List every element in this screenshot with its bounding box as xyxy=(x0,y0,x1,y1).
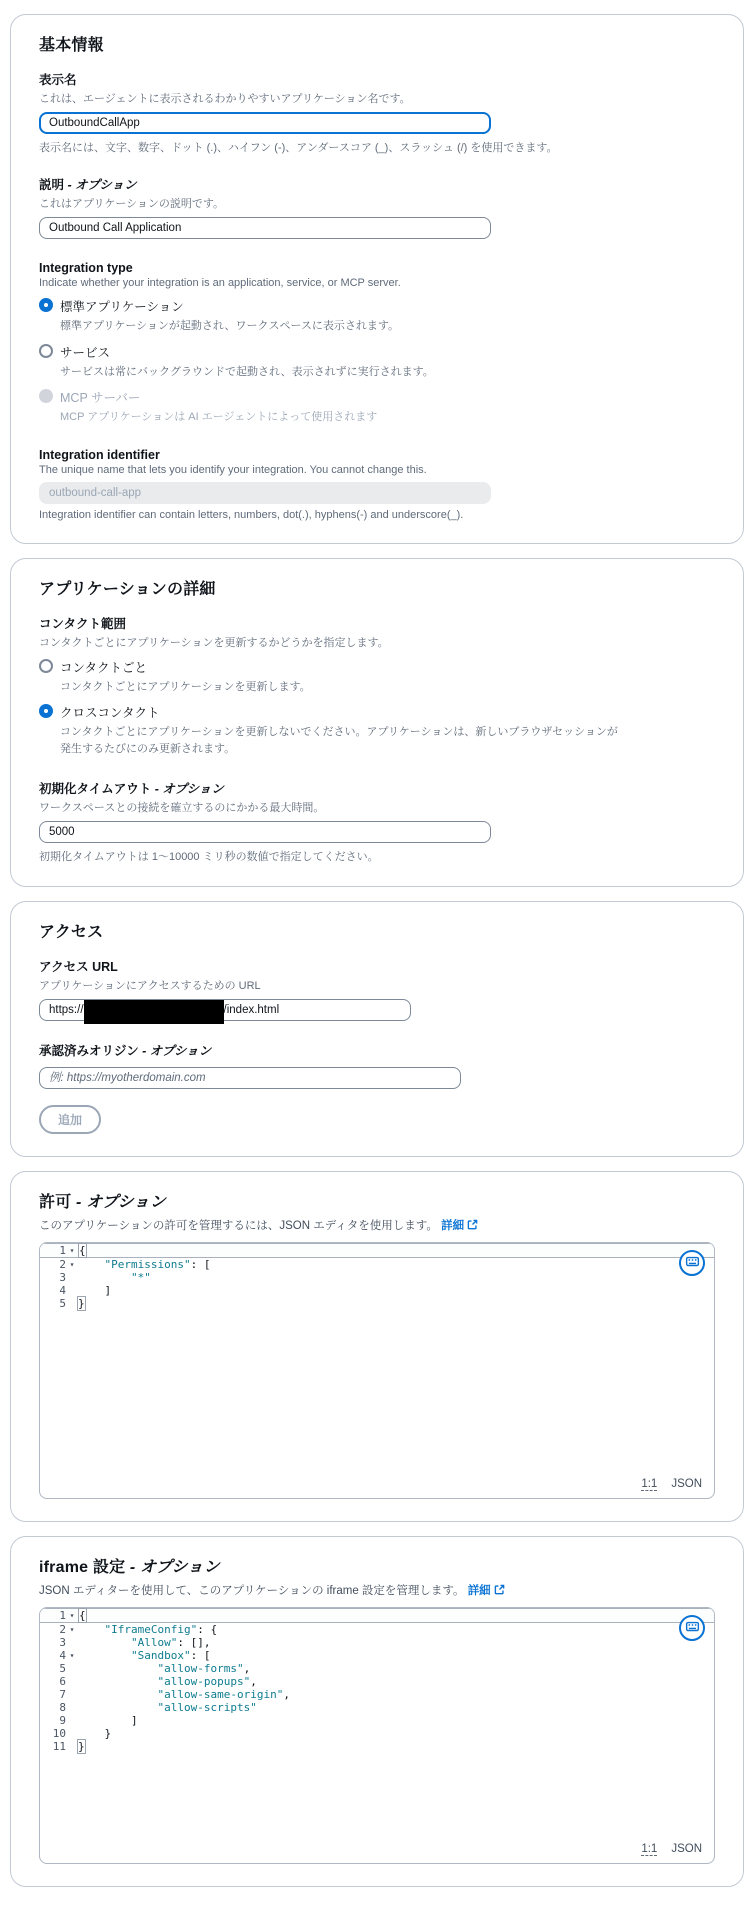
section-title-permissions-optional: - オプション xyxy=(71,1194,166,1211)
integration-identifier-description: The unique name that lets you identify your integration. You cannot change this. xyxy=(39,463,427,476)
keyboard-icon xyxy=(685,1254,700,1272)
radio-label: コンタクトごと xyxy=(60,660,148,675)
editor-line[interactable] xyxy=(40,1258,714,1271)
add-origin-button[interactable]: 追加 xyxy=(39,1105,101,1134)
access-url-field xyxy=(39,957,715,1021)
fold-arrow-icon[interactable]: ▾ xyxy=(69,1260,75,1269)
editor-code[interactable]: { xyxy=(79,1609,86,1622)
editor-line[interactable] xyxy=(40,1284,714,1297)
fold-arrow-placeholder xyxy=(66,1297,78,1310)
editor-line[interactable] xyxy=(40,1675,714,1688)
access-section xyxy=(10,901,744,1157)
description-description: これはアプリケーションの説明です。 xyxy=(39,198,225,210)
section-title-iframe-optional: - オプション xyxy=(125,1559,220,1576)
radio-option-per-contact[interactable] xyxy=(39,658,715,696)
application-details-section xyxy=(10,558,744,888)
fold-arrow-placeholder xyxy=(66,1284,78,1297)
radio-label: MCP サーバー xyxy=(60,391,141,405)
fold-arrow-placeholder xyxy=(66,1701,78,1714)
integration-type-description: Indicate whether your integration is an application, service, or MCP server. xyxy=(39,277,401,289)
iframe-description: JSON エディターを使用して、このアプリケーションの iframe 設定を管理します。 xyxy=(39,1585,465,1597)
display-name-description: これは、エージェントに表示されるわかりやすいアプリケーション名です。 xyxy=(39,93,411,105)
editor-language-label: JSON xyxy=(671,1843,702,1855)
fold-arrow-placeholder xyxy=(66,1675,78,1688)
editor-keyboard-shortcuts-button[interactable] xyxy=(679,1615,705,1641)
external-link-icon xyxy=(467,1219,478,1233)
integration-type-label: Integration type xyxy=(39,261,133,275)
editor-line-number: 5 xyxy=(40,1662,78,1675)
editor-code[interactable]: } xyxy=(78,1297,85,1310)
editor-line[interactable] xyxy=(40,1608,714,1623)
editor-code[interactable]: "IframeConfig": { xyxy=(104,1623,218,1636)
fold-arrow-icon[interactable]: ▾ xyxy=(69,1651,75,1660)
basic-info-section xyxy=(10,14,744,544)
editor-line-number: 8 xyxy=(40,1701,78,1714)
permissions-json-editor[interactable] xyxy=(39,1242,715,1499)
editor-line[interactable] xyxy=(40,1701,714,1714)
radio-label: サービス xyxy=(60,345,111,360)
fold-arrow-icon[interactable]: ▾ xyxy=(69,1625,75,1634)
radio-description: 標準アプリケーションが起動され、ワークスペースに表示されます。 xyxy=(60,320,400,332)
editor-line[interactable] xyxy=(40,1688,714,1701)
contact-scope-description: コンタクトごとにアプリケーションを更新するかどうかを指定します。 xyxy=(39,636,389,649)
fold-arrow-placeholder xyxy=(66,1636,78,1649)
access-url-description: アプリケーションにアクセスするための URL xyxy=(39,980,261,992)
init-timeout-constraint: 初期化タイムアウトは 1〜10000 ミリ秒の数値で指定してください。 xyxy=(39,851,379,863)
section-title-basic-info: 基本情報 xyxy=(39,37,104,54)
editor-code[interactable]: "Sandbox": [ xyxy=(130,1649,211,1662)
radio-description: サービスは常にバックグラウンドで起動され、表示されずに実行されます。 xyxy=(60,365,434,378)
iframe-learn-more-link[interactable]: 詳細 xyxy=(468,1585,505,1597)
fold-arrow-placeholder xyxy=(66,1740,78,1753)
editor-code[interactable]: { xyxy=(79,1244,86,1257)
editor-code[interactable]: } xyxy=(78,1740,85,1753)
editor-line-number: 9 xyxy=(40,1714,78,1727)
radio-option-cross-contact[interactable] xyxy=(39,703,715,757)
editor-line[interactable] xyxy=(40,1714,714,1727)
description-input[interactable] xyxy=(39,217,491,239)
radio-label: 標準アプリケーション xyxy=(60,300,184,314)
radio-button-disabled-icon xyxy=(39,389,53,403)
editor-line-number: 2 ▾ xyxy=(40,1623,78,1636)
editor-code[interactable]: "Permissions": [ xyxy=(104,1258,211,1271)
display-name-constraint: 表示名には、文字、数字、ドット (.)、ハイフン (-)、アンダースコア (_)、スラッシュ (/) を使用できます。 xyxy=(39,142,558,154)
fold-arrow-placeholder xyxy=(66,1714,78,1727)
editor-line-number: 1 ▾ xyxy=(40,1244,78,1257)
contact-scope-radio-group xyxy=(39,658,715,758)
editor-language-label: JSON xyxy=(671,1478,702,1490)
section-title-iframe: iframe 設定 xyxy=(39,1559,126,1576)
editor-line[interactable] xyxy=(40,1636,714,1649)
radio-description: コンタクトごとにアプリケーションを更新します。 xyxy=(60,680,311,693)
external-link-icon xyxy=(494,1584,505,1598)
editor-line[interactable] xyxy=(40,1662,714,1675)
editor-line[interactable] xyxy=(40,1649,714,1662)
redaction-box xyxy=(84,1000,224,1024)
radio-description: コンタクトごとにアプリケーションを更新しないでください。アプリケーションは、新しいブラウザセッションが発生するたびにのみ更新されます。 xyxy=(60,726,618,755)
iframe-settings-section xyxy=(10,1536,744,1887)
fold-arrow-placeholder xyxy=(66,1271,78,1284)
access-url-suffix: /index.html xyxy=(223,1004,280,1016)
approved-origins-field xyxy=(39,1041,715,1089)
editor-line-number: 5 xyxy=(40,1297,78,1310)
fold-arrow-placeholder xyxy=(66,1662,78,1675)
editor-line-number: 4 xyxy=(40,1284,78,1297)
editor-line-number: 11 xyxy=(40,1740,78,1753)
integration-identifier-label: Integration identifier xyxy=(39,447,160,462)
radio-button-selected-icon[interactable] xyxy=(39,298,53,312)
editor-line-number: 7 xyxy=(40,1688,78,1701)
radio-button-icon[interactable] xyxy=(39,659,53,673)
editor-status-bar xyxy=(40,1839,714,1863)
editor-line[interactable] xyxy=(40,1297,714,1310)
access-url-input[interactable] xyxy=(39,999,411,1021)
init-timeout-label: 初期化タイムアウト xyxy=(39,782,152,796)
radio-button-selected-icon[interactable] xyxy=(39,704,53,718)
editor-keyboard-shortcuts-button[interactable] xyxy=(679,1250,705,1276)
editor-line[interactable] xyxy=(40,1727,714,1740)
editor-line-number: 4 ▾ xyxy=(40,1649,78,1662)
editor-line[interactable] xyxy=(40,1740,714,1753)
description-label: 説明 xyxy=(39,178,65,192)
approved-origins-label-optional: - オプション xyxy=(138,1044,212,1058)
radio-button-icon[interactable] xyxy=(39,344,53,358)
contact-scope-label: コンタクト範囲 xyxy=(39,616,127,631)
cursor-position-button[interactable]: 1:1 xyxy=(641,1477,658,1490)
section-title-access: アクセス xyxy=(39,924,104,941)
integration-type-radio-group xyxy=(39,297,715,426)
display-name-input[interactable] xyxy=(39,112,491,134)
editor-line-number: 6 xyxy=(40,1675,78,1688)
fold-arrow-placeholder xyxy=(66,1688,78,1701)
editor-code[interactable]: } xyxy=(78,1727,112,1740)
editor-line[interactable] xyxy=(40,1623,714,1636)
keyboard-icon xyxy=(685,1619,700,1637)
display-name-label: 表示名 xyxy=(39,73,77,87)
section-title-application-details: アプリケーションの詳細 xyxy=(39,580,216,598)
editor-line-number: 3 xyxy=(40,1636,78,1649)
editor-code[interactable]: ] xyxy=(78,1714,138,1727)
radio-label: クロスコンタクト xyxy=(60,706,160,720)
integration-identifier-input xyxy=(39,482,491,504)
fold-arrow-placeholder xyxy=(66,1727,78,1740)
editor-line[interactable] xyxy=(40,1243,714,1258)
approved-origins-input[interactable] xyxy=(39,1067,461,1089)
integration-identifier-field xyxy=(39,448,715,521)
editor-line[interactable] xyxy=(40,1271,714,1284)
radio-option-service[interactable] xyxy=(39,343,715,381)
contact-scope-field xyxy=(39,614,715,758)
description-label-optional: - オプション xyxy=(64,178,137,192)
init-timeout-label-optional: - オプション xyxy=(151,782,224,796)
access-url-prefix: https:// xyxy=(49,1004,84,1016)
editor-status-bar xyxy=(40,1474,714,1498)
editor-code[interactable]: ] xyxy=(78,1284,112,1297)
editor-line-number: 10 xyxy=(40,1727,78,1740)
editor-code[interactable]: "Allow": [], xyxy=(130,1636,211,1649)
permissions-section xyxy=(10,1171,744,1522)
editor-line-number: 3 xyxy=(40,1271,78,1284)
editor-code[interactable]: "allow-forms", xyxy=(157,1662,251,1675)
permissions-description: このアプリケーションの許可を管理するには、JSON エディタを使用します。 xyxy=(39,1220,438,1232)
code-editor-content[interactable] xyxy=(40,1608,714,1839)
radio-option-standard-application[interactable] xyxy=(39,297,715,335)
fold-arrow-icon[interactable]: ▾ xyxy=(69,1611,75,1620)
integration-type-field xyxy=(39,261,715,426)
editor-code[interactable]: "allow-scripts" xyxy=(157,1701,257,1714)
approved-origins-label: 承認済みオリジン xyxy=(39,1044,139,1058)
access-url-label: アクセス URL xyxy=(39,960,118,974)
editor-line-number: 2 ▾ xyxy=(40,1258,78,1271)
cursor-position-button[interactable]: 1:1 xyxy=(641,1842,658,1855)
editor-code[interactable]: "allow-same-origin", xyxy=(157,1688,290,1701)
editor-code[interactable]: "allow-popups", xyxy=(157,1675,257,1688)
integration-identifier-constraint: Integration identifier can contain letters, numbers, dot(.), hyphens(-) and underscore(_). xyxy=(39,508,464,521)
description-field xyxy=(39,175,715,239)
init-timeout-input[interactable] xyxy=(39,821,491,843)
radio-option-mcp-server xyxy=(39,388,715,426)
editor-code[interactable]: "*" xyxy=(130,1271,151,1284)
code-editor-content[interactable] xyxy=(40,1243,714,1474)
display-name-field xyxy=(39,70,715,155)
init-timeout-field xyxy=(39,779,715,864)
init-timeout-description: ワークスペースとの接続を確立するのにかかる最大時間。 xyxy=(39,802,325,814)
fold-arrow-icon[interactable]: ▾ xyxy=(69,1246,75,1255)
editor-line-number: 1 ▾ xyxy=(40,1609,78,1622)
section-title-permissions: 許可 xyxy=(39,1194,72,1211)
radio-description: MCP アプリケーションは AI エージェントによって使用されます xyxy=(60,411,378,423)
permissions-learn-more-link[interactable]: 詳細 xyxy=(441,1220,478,1232)
iframe-json-editor[interactable] xyxy=(39,1607,715,1864)
